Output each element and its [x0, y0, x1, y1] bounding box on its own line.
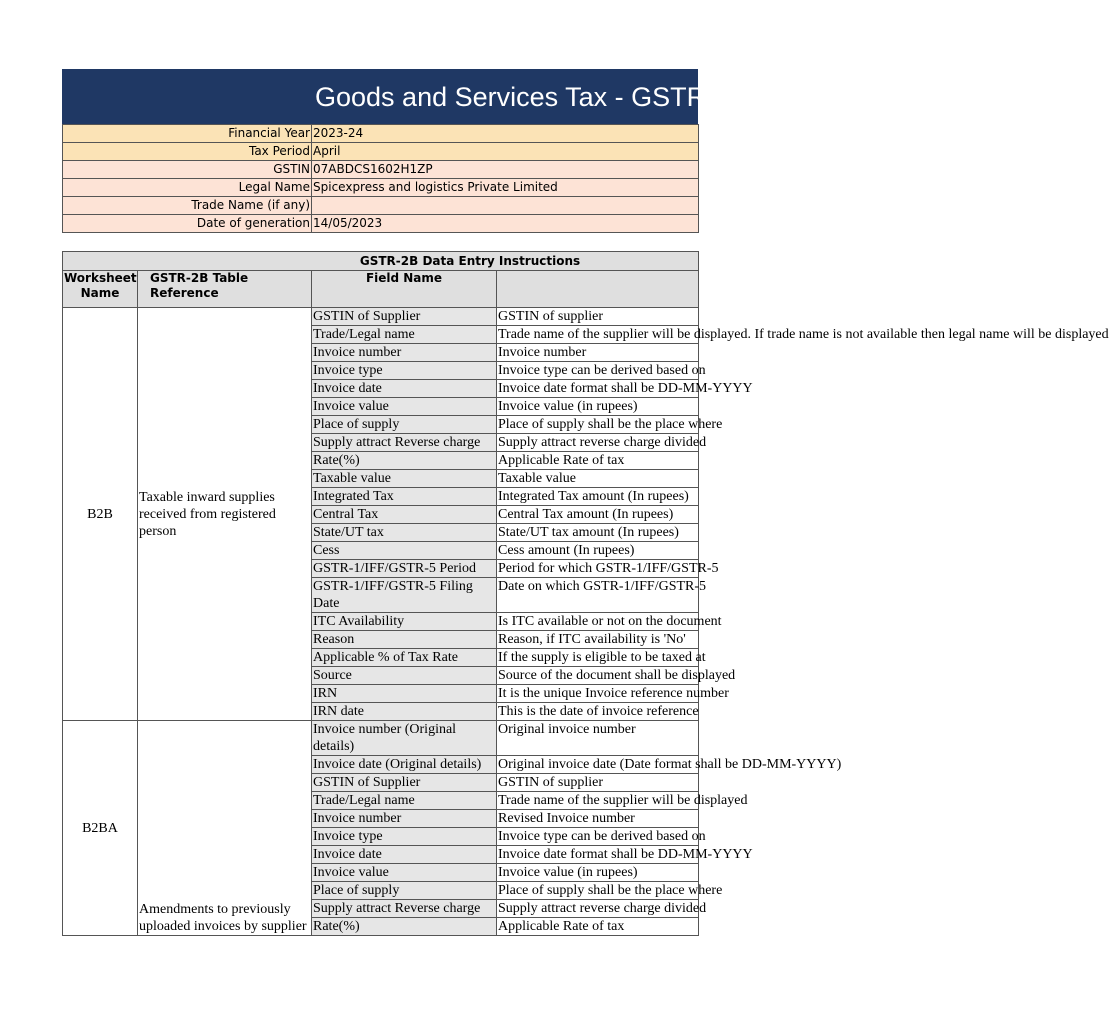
spacer — [62, 233, 698, 251]
column-header-row — [63, 271, 699, 308]
info-label: Trade Name (if any) — [63, 197, 312, 215]
field-name-cell[interactable]: Rate(%) — [312, 918, 497, 936]
info-row-gstin — [63, 161, 699, 179]
field-help-cell[interactable]: Source of the document shall be displayed — [498, 668, 736, 683]
info-value[interactable]: 07ABDCS1602H1ZP — [312, 161, 699, 179]
field-help-cell[interactable]: Supply attract reverse charge divided — [498, 901, 707, 916]
field-name-cell[interactable]: GSTR-1/IFF/GSTR-5 Filing Date — [312, 578, 497, 613]
field-help-cell[interactable]: Invoice type can be derived based on — [498, 363, 706, 378]
field-name-cell[interactable]: IRN — [312, 685, 497, 703]
info-label: Financial Year — [63, 125, 312, 143]
field-help-cell[interactable]: Central Tax amount (In rupees) — [497, 506, 699, 524]
b2ba-section — [63, 721, 842, 936]
column-header-field-name: Field Name — [312, 271, 497, 308]
field-help-cell[interactable]: Invoice value (in rupees) — [497, 398, 699, 416]
field-help-cell[interactable]: Applicable Rate of tax — [497, 452, 699, 470]
column-header-table-reference: GSTR-2B Table Reference — [138, 271, 312, 308]
field-name-cell[interactable]: Invoice date — [312, 380, 497, 398]
field-name-cell[interactable]: GSTR-1/IFF/GSTR-5 Period — [312, 560, 497, 578]
field-name-cell[interactable]: Applicable % of Tax Rate — [312, 649, 497, 667]
field-help-cell[interactable]: Taxable value — [497, 470, 699, 488]
field-help-cell[interactable]: Supply attract reverse charge divided — [498, 435, 707, 450]
field-name-cell[interactable]: State/UT tax — [312, 524, 497, 542]
field-name-cell[interactable]: ITC Availability — [312, 613, 497, 631]
table-reference-cell[interactable]: Taxable inward supplies received from registered person — [138, 308, 312, 721]
field-name-cell[interactable]: Trade/Legal name — [312, 792, 497, 810]
field-name-cell[interactable]: Taxable value — [312, 470, 497, 488]
column-header-worksheet: Worksheet Name — [63, 271, 138, 308]
field-name-cell[interactable]: Invoice date — [312, 846, 497, 864]
field-name-cell[interactable]: Reason — [312, 631, 497, 649]
column-header-help — [497, 271, 699, 308]
field-help-cell[interactable]: Invoice date format shall be DD-MM-YYYY — [498, 381, 753, 396]
field-name-cell[interactable]: Central Tax — [312, 506, 497, 524]
field-name-cell[interactable]: Invoice type — [312, 828, 497, 846]
b2b-section — [63, 308, 1109, 721]
field-name-cell[interactable]: Place of supply — [312, 416, 497, 434]
field-name-cell[interactable]: Invoice number — [312, 344, 497, 362]
field-help-cell[interactable]: If the supply is eligible to be taxed at — [498, 650, 706, 665]
instructions-title: GSTR-2B Data Entry Instructions — [63, 252, 699, 271]
info-value[interactable] — [312, 197, 699, 215]
field-help-cell[interactable]: Date on which GSTR-1/IFF/GSTR-5 — [497, 578, 699, 613]
field-help-cell[interactable]: Original invoice date (Date format shall be DD-MM-YYYY) — [498, 757, 842, 772]
field-help-cell[interactable]: Applicable Rate of tax — [497, 918, 699, 936]
info-row-financial-year — [63, 125, 699, 143]
field-help-cell[interactable]: It is the unique Invoice reference number — [498, 686, 729, 701]
instructions-table — [62, 251, 1109, 936]
table-row — [63, 308, 699, 326]
field-name-cell[interactable]: Supply attract Reverse charge — [312, 434, 497, 452]
field-help-cell[interactable]: GSTIN of supplier — [497, 774, 699, 792]
field-help-cell[interactable]: Period for which GSTR-1/IFF/GSTR-5 — [498, 561, 719, 576]
field-help-cell[interactable]: This is the date of invoice reference — [498, 704, 699, 719]
field-name-cell[interactable]: GSTIN of Supplier — [312, 774, 497, 792]
field-name-cell[interactable]: Source — [312, 667, 497, 685]
info-label: Legal Name — [63, 179, 312, 197]
worksheet-name-cell[interactable]: B2B — [63, 308, 138, 721]
field-name-cell[interactable]: Integrated Tax — [312, 488, 497, 506]
field-help-cell[interactable]: Revised Invoice number — [497, 810, 699, 828]
field-name-cell[interactable]: Invoice type — [312, 362, 497, 380]
field-help-cell[interactable]: Reason, if ITC availability is 'No' — [497, 631, 699, 649]
info-row-date-of-generation — [63, 215, 699, 233]
field-help-cell[interactable]: State/UT tax amount (In rupees) — [497, 524, 699, 542]
return-info-table — [62, 124, 699, 233]
page-title: Goods and Services Tax - GSTR-2B — [62, 69, 698, 124]
info-value[interactable]: April — [312, 143, 699, 161]
info-value[interactable]: 14/05/2023 — [312, 215, 699, 233]
field-name-cell[interactable]: Rate(%) — [312, 452, 497, 470]
field-name-cell[interactable]: Place of supply — [312, 882, 497, 900]
info-value[interactable]: Spicexpress and logistics Private Limited — [312, 179, 699, 197]
field-name-cell[interactable]: Invoice value — [312, 864, 497, 882]
instructions-title-row — [63, 252, 699, 271]
field-name-cell[interactable]: Invoice number (Original details) — [312, 721, 497, 756]
field-help-cell[interactable]: Invoice type can be derived based on — [498, 829, 706, 844]
info-label: Tax Period — [63, 143, 312, 161]
field-name-cell[interactable]: IRN date — [312, 703, 497, 721]
field-help-cell[interactable]: Cess amount (In rupees) — [497, 542, 699, 560]
info-row-legal-name — [63, 179, 699, 197]
table-reference-cell[interactable]: Amendments to previously uploaded invoices by supplier — [138, 721, 312, 936]
field-help-cell[interactable]: Place of supply shall be the place where — [498, 417, 723, 432]
field-name-cell[interactable]: Supply attract Reverse charge — [312, 900, 497, 918]
info-value[interactable]: 2023-24 — [312, 125, 699, 143]
info-row-trade-name — [63, 197, 699, 215]
field-name-cell[interactable]: Trade/Legal name — [312, 326, 497, 344]
field-name-cell[interactable]: GSTIN of Supplier — [312, 308, 497, 326]
field-name-cell[interactable]: Cess — [312, 542, 497, 560]
info-label: GSTIN — [63, 161, 312, 179]
field-name-cell[interactable]: Invoice value — [312, 398, 497, 416]
table-row — [63, 721, 699, 756]
field-help-cell[interactable]: Trade name of the supplier will be displayed. If trade name is not available then legal name will be displayed — [498, 327, 1109, 342]
field-help-cell[interactable]: Original invoice number — [497, 721, 699, 756]
field-help-cell[interactable]: Integrated Tax amount (In rupees) — [497, 488, 699, 506]
field-help-cell[interactable]: Invoice number — [497, 344, 699, 362]
info-row-tax-period — [63, 143, 699, 161]
worksheet-name-cell[interactable]: B2BA — [63, 721, 138, 936]
field-help-cell[interactable]: GSTIN of supplier — [497, 308, 699, 326]
field-help-cell[interactable]: Place of supply shall be the place where — [498, 883, 723, 898]
info-label: Date of generation — [63, 215, 312, 233]
field-name-cell[interactable]: Invoice number — [312, 810, 497, 828]
field-help-cell[interactable]: Trade name of the supplier will be displayed — [498, 793, 748, 808]
spreadsheet — [62, 69, 1109, 951]
field-help-cell[interactable]: Invoice date format shall be DD-MM-YYYY — [498, 847, 753, 862]
field-help-cell[interactable]: Is ITC available or not on the document — [498, 614, 722, 629]
field-help-cell[interactable]: Invoice value (in rupees) — [497, 864, 699, 882]
field-name-cell[interactable]: Invoice date (Original details) — [312, 756, 497, 774]
